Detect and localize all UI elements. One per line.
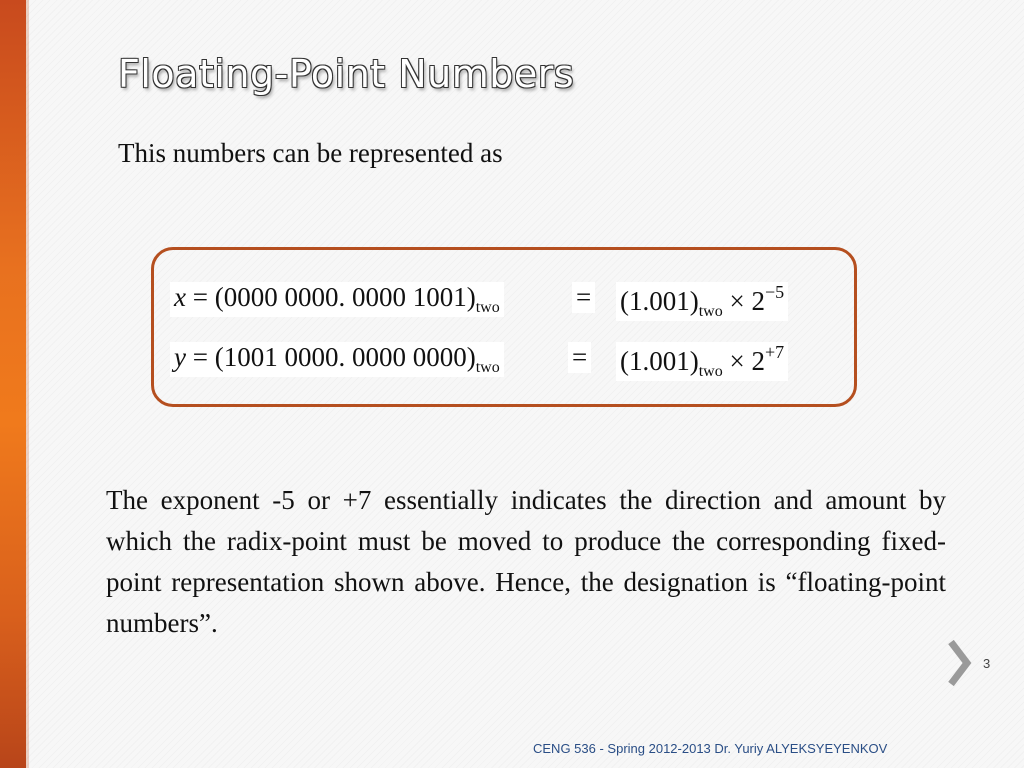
variable-y: y	[174, 342, 186, 372]
equation-x-eq-sign: =	[185, 282, 215, 312]
equation-y-mantissa-base: two	[698, 363, 723, 380]
equation-y-float	[616, 342, 788, 381]
equation-x-base: two	[475, 299, 500, 316]
body-paragraph: The exponent -5 or +7 essentially indicates the direction and amount by which the radix-point must be moved to produce the corresponding fixed-point representation shown above. Hence, the designation is “floating-point numbers”.	[106, 485, 946, 638]
equation-y-exponent: +7	[764, 342, 785, 362]
variable-x: x	[174, 282, 186, 312]
slide-number: 3	[983, 656, 991, 671]
equation-y-equals: =	[568, 342, 591, 373]
slide-title: Floating-Point Numbers	[118, 52, 575, 96]
equation-x-equals: =	[572, 282, 595, 313]
equation-x-fixed-value: (0000 0000. 0000 1001)	[214, 282, 476, 312]
footer-text: CENG 536 - Spring 2012-2013 Dr. Yuriy ALYEKSYEYENKOV	[533, 741, 888, 756]
equation-y-fixed-value: (1001 0000. 0000 0000)	[214, 342, 476, 372]
left-accent-bar	[0, 0, 26, 768]
chevron-right-icon[interactable]	[945, 638, 973, 688]
intro-text: This numbers can be represented as	[118, 138, 503, 168]
equation-x	[170, 282, 840, 326]
equation-y	[170, 342, 840, 386]
equation-x-mantissa: (1.001)	[620, 286, 699, 316]
equation-y-times: × 2	[722, 346, 765, 376]
equation-x-fixed	[170, 282, 504, 317]
equation-x-float	[616, 282, 788, 321]
equation-y-fixed	[170, 342, 504, 377]
equation-y-mantissa: (1.001)	[620, 346, 699, 376]
equation-y-eq-sign: =	[185, 342, 215, 372]
equation-x-times: × 2	[722, 286, 765, 316]
equation-y-base: two	[475, 359, 500, 376]
equation-x-mantissa-base: two	[698, 303, 723, 320]
equation-x-exponent: −5	[764, 282, 785, 302]
